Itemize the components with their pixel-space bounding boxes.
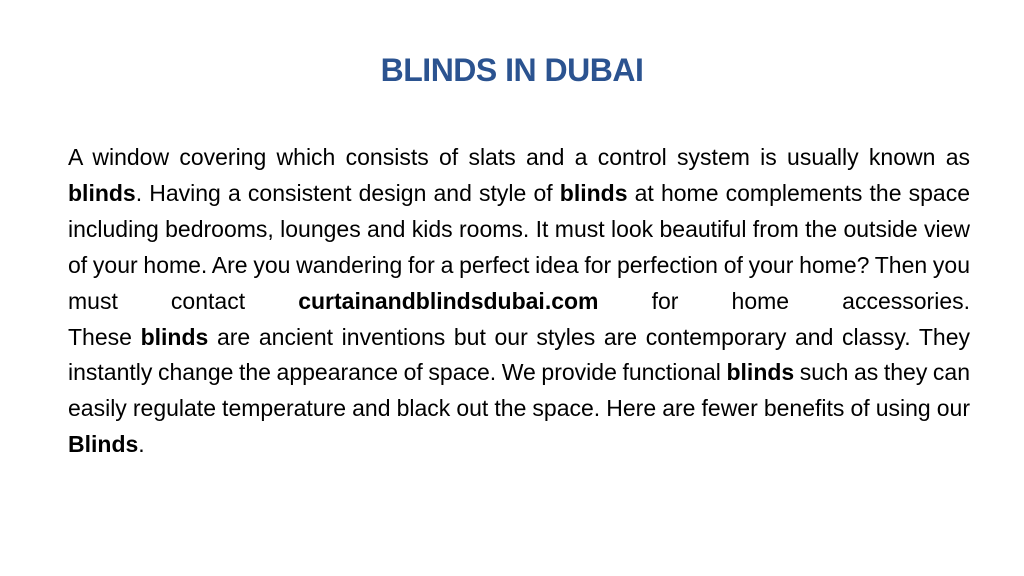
text-run: A window covering which consists of slats and a control system is usually known as xyxy=(68,144,970,170)
text-run: are ancient inventions but our styles are contemporary and classy. They instantly change the appearance of space. We provide functional xyxy=(68,323,970,386)
bold-term: Blinds xyxy=(68,431,139,458)
text-run: such as they can easily regulate temperature and black out the space. Here are fewer benefits of using our xyxy=(68,359,970,422)
paragraph-part-2 xyxy=(68,320,970,464)
bold-term: blinds xyxy=(68,179,136,206)
bold-term: blinds xyxy=(559,179,628,206)
paragraph-part-1 xyxy=(68,140,970,320)
text-run: for home accessories. xyxy=(598,287,971,314)
text-run: . xyxy=(138,431,145,458)
bold-term: blinds xyxy=(726,359,795,386)
text-run: These xyxy=(68,323,141,350)
body-text xyxy=(68,140,970,463)
text-run: . Having a consistent design and style of xyxy=(135,179,560,206)
slide-title: BLINDS IN DUBAI xyxy=(380,52,644,88)
website-link-text: curtainandblindsdubai.com xyxy=(298,287,599,314)
bold-term: blinds xyxy=(140,323,209,350)
text-run: at home complements the space including bedrooms, lounges and kids rooms. It must look beautiful from the outside view of your home. Are you wandering for a perfect idea for perfection of your home? Then you must contact xyxy=(68,179,971,314)
